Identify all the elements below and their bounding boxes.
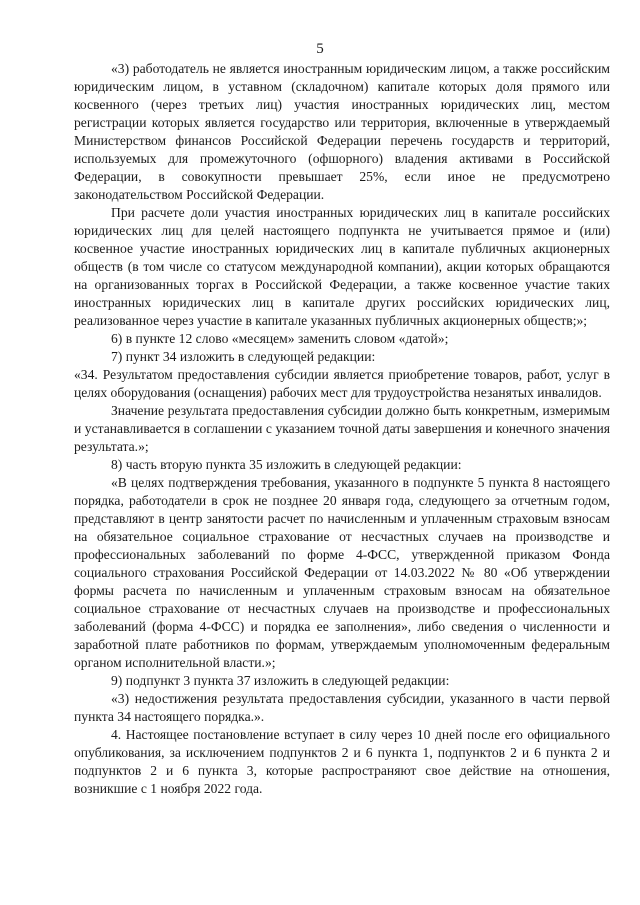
paragraph-item-7: 7) пункт 34 изложить в следующей редакции:	[111, 349, 376, 364]
paragraph-subpoint-3-failure: «3) недостижения результата предоставления субсидии, указанного в части первой пункта 34 настоящего порядка.».	[74, 691, 610, 724]
paragraph-subpoint-3-employer: «3) работодатель не является иностранным юридическим лицом, а также российским юридическим лицом, в уставном (складочном) капитале которых доля прямого или косвенного (через третьих лиц) участия иностранных юридических лиц, местом регистрации которых является государство или территория, включенные в утверждаемый Министерством финансов Российской Федерации перечень государств и территорий, используемых для промежуточного (офшорного) владения активами в Российской Федерации, в совокупности превышает 25%, если иное не предусмотрено законодательством Российской Федерации.	[74, 61, 610, 202]
paragraph-foreign-share-calculation: При расчете доли участия иностранных юридических лиц в капитале российских юридических лиц для целей настоящего подпункта не учитывается прямое и (или) косвенное участие иностранных юридических лиц в капитале публичных акционерных обществ (в том числе со статусом международной компании), акции которых обращаются на организованных торгах в Российской Федерации, а также косвенное участие таких иностранных юридических лиц в капитале других российских юридических лиц, реализованное через участие в капитале указанных публичных акционерных обществ;»;	[74, 205, 610, 328]
paragraph-result-value: Значение результата предоставления субсидии должно быть конкретным, измеримым и устанавливается в соглашении с указанием точной даты завершения и конечного значения результата.»;	[74, 403, 610, 454]
paragraph-effective-date: 4. Настоящее постановление вступает в силу через 10 дней после его официального опубликования, за исключением подпунктов 2 и 6 пункта 1, подпунктов 2 и 6 пункта 2 и подпунктов 2 и 6 пункта 3, которые распространяют свое действие на отношения, возникшие с 1 ноября 2022 года.	[74, 727, 610, 796]
paragraph-point-34: «34. Результатом предоставления субсидии является приобретение товаров, работ, услуг в целях оборудования (оснащения) рабочих мест для трудоустройства незанятых инвалидов.	[74, 367, 610, 400]
paragraph-confirmation-requirement: «В целях подтверждения требования, указанного в подпункте 5 пункта 8 настоящего порядка, работодатели в срок не позднее 20 января года, следующего за отчетным годом, представляют в центр занятости расчет по начисленным и уплаченным страховым взносам на обязательное социальное страхование от несчастных случаев на производстве и профессиональных заболеваний по форме 4-ФСС, утвержденной приказом Фонда социального страхования Российской Федерации от 14.03.2022 № 80 «Об утверждении формы расчета по начисленным и уплаченным страховым взносам на обязательное социальное страхование от несчастных случаев на производстве и профессиональных заболеваний (форма 4-ФСС) и порядка ее заполнения», либо сведения о численности и заработной плате работников по формам, утверждаемым уполномоченным федеральным органом исполнительной власти.»;	[74, 475, 610, 670]
paragraph-item-8: 8) часть вторую пункта 35 изложить в следующей редакции:	[111, 457, 462, 472]
document-body	[74, 60, 610, 798]
paragraph-item-6: 6) в пункте 12 слово «месяцем» заменить словом «датой»;	[111, 331, 449, 346]
paragraph-item-9: 9) подпункт 3 пункта 37 изложить в следующей редакции:	[111, 673, 450, 688]
page-number: 5	[316, 41, 324, 57]
